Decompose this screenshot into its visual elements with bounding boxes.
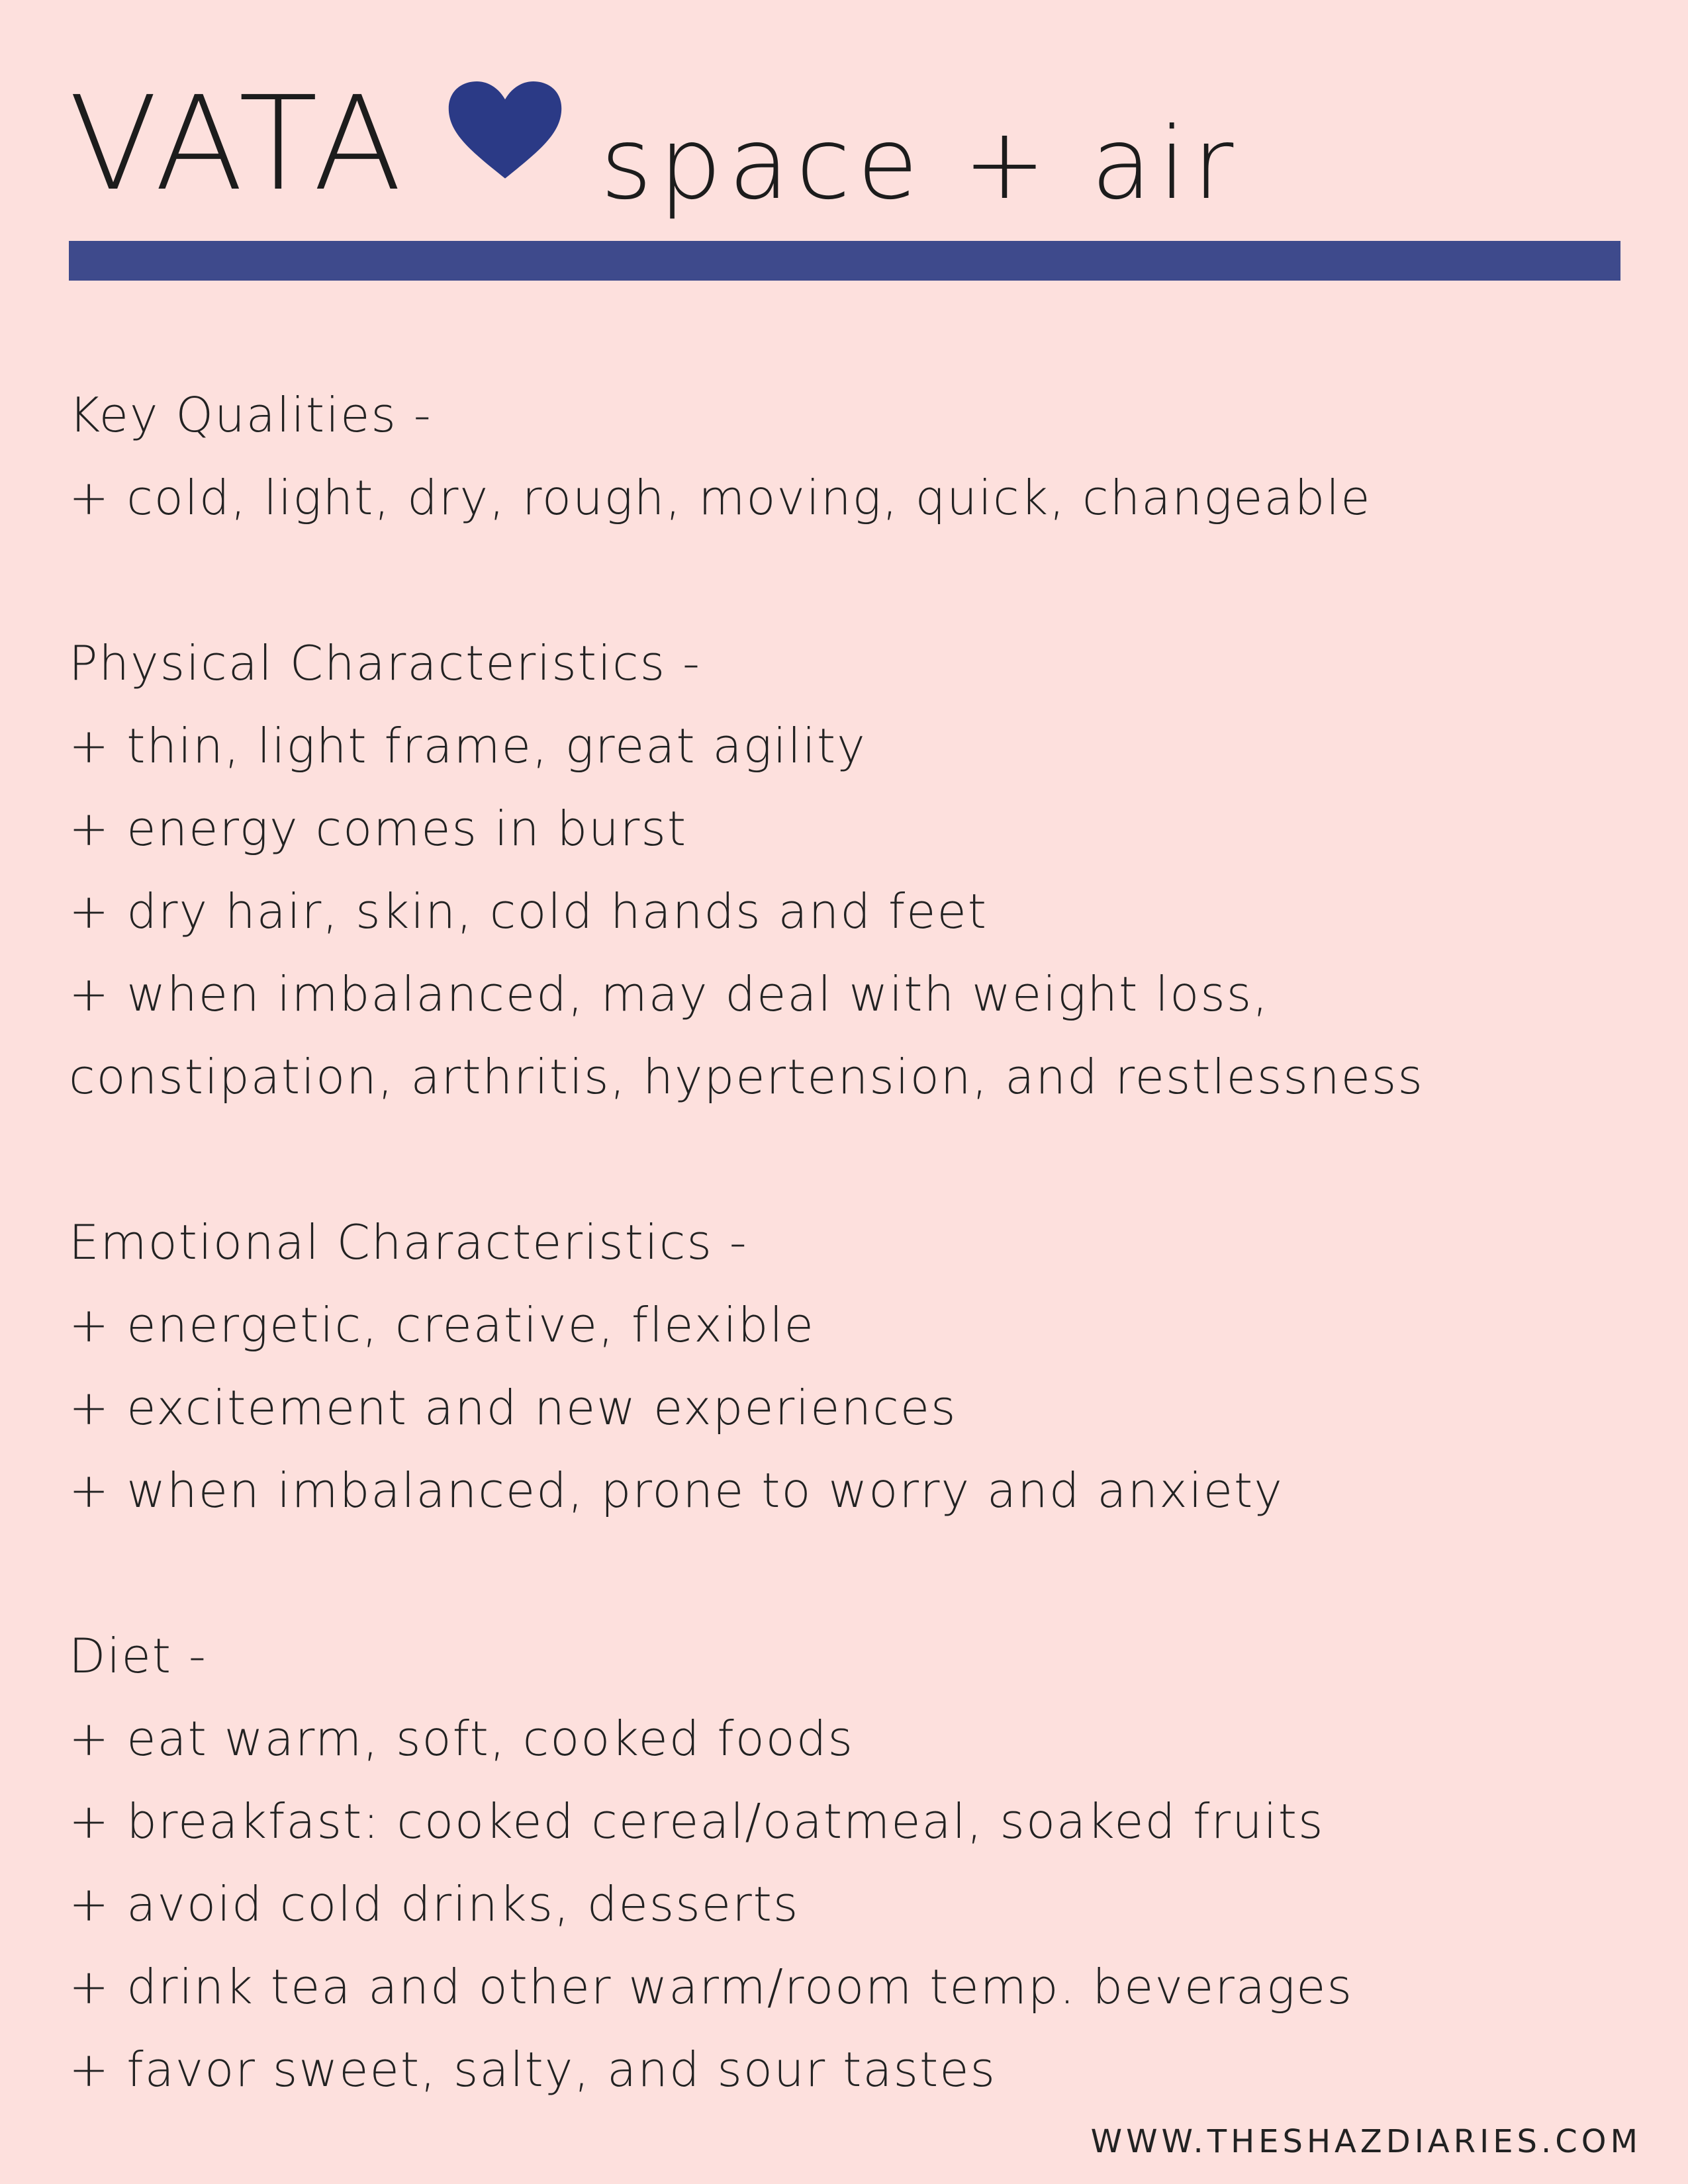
list-item: + drink tea and other warm/room temp. beverages bbox=[69, 1959, 1353, 2015]
list-item: + when imbalanced, prone to worry and anxiety bbox=[69, 1463, 1284, 1518]
section-heading: Emotional Characteristics - bbox=[69, 1214, 748, 1270]
list-item: + avoid cold drinks, desserts bbox=[69, 1876, 800, 1932]
heart-icon bbox=[447, 81, 563, 181]
section bbox=[69, 1615, 1591, 2111]
header-divider bbox=[69, 241, 1620, 281]
list-item: + when imbalanced, may deal with weight loss, bbox=[69, 966, 1270, 1022]
content-body bbox=[69, 374, 1591, 2111]
list-item: constipation, arthritis, hypertension, and restlessness bbox=[69, 1049, 1424, 1105]
list-item: + cold, light, dry, rough, moving, quick, changeable bbox=[69, 470, 1372, 525]
list-item: + thin, light frame, great agility bbox=[69, 718, 867, 774]
list-item: + excitement and new experiences bbox=[69, 1380, 957, 1435]
footer-url: WWW.THESHAZDIARIES.COM bbox=[1090, 2123, 1642, 2160]
list-item: + dry hair, skin, cold hands and feet bbox=[69, 884, 988, 939]
list-item: + breakfast: cooked cereal/oatmeal, soaked fruits bbox=[69, 1794, 1325, 1849]
section bbox=[69, 622, 1591, 1118]
list-item: + eat warm, soft, cooked foods bbox=[69, 1711, 855, 1766]
section-heading: Physical Characteristics - bbox=[69, 635, 701, 691]
page-header bbox=[69, 69, 1241, 222]
list-item: + favor sweet, salty, and sour tastes bbox=[69, 2042, 997, 2097]
list-item: + energetic, creative, flexible bbox=[69, 1297, 815, 1353]
list-item: + energy comes in burst bbox=[69, 801, 688, 856]
section bbox=[69, 1201, 1591, 1532]
page-subtitle: space + air bbox=[600, 107, 1241, 222]
section-heading: Diet - bbox=[69, 1628, 207, 1684]
page-title: VATA bbox=[69, 69, 407, 220]
section bbox=[69, 374, 1591, 539]
section-heading: Key Qualities - bbox=[69, 387, 432, 443]
